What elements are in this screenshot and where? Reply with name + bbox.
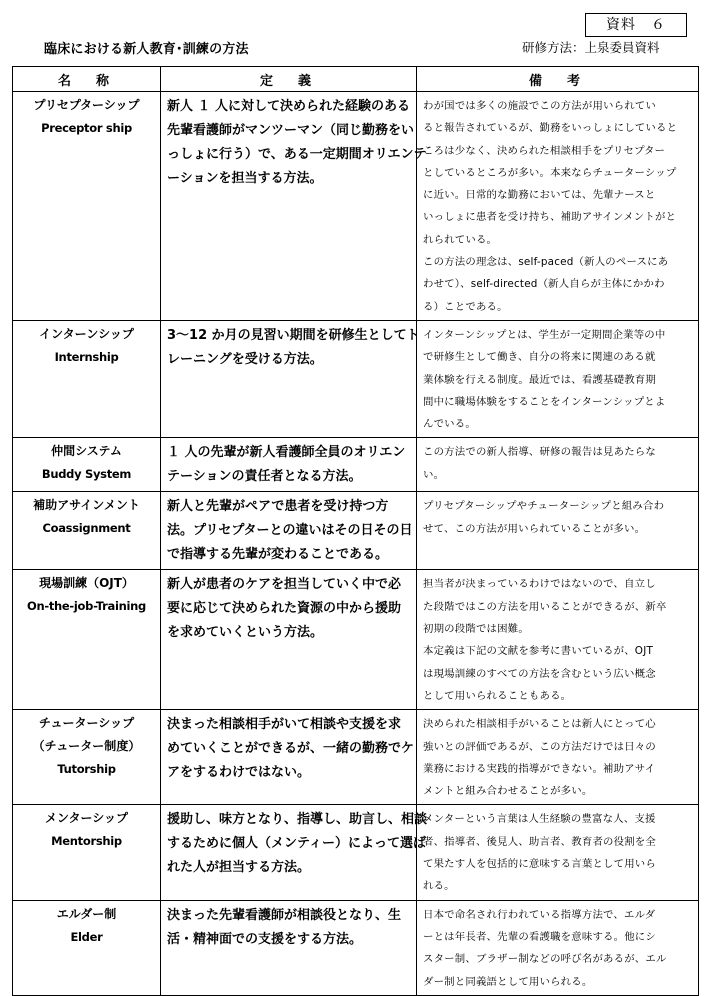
method-definition-cell [161, 570, 417, 710]
note-line: としているところが多い。本来ならチューターシップ [423, 166, 677, 179]
note-line: 業体験を行える制度。最近では、看護基礎教育期 [423, 373, 656, 386]
note-line: んでいる。 [423, 418, 476, 431]
note-line: 強いとの評価であるが、この方法だけでは日々の [423, 740, 656, 753]
table-row [13, 92, 699, 321]
header-note: 備 考 [417, 67, 699, 92]
method-name-cell [13, 710, 161, 805]
note-line: い。 [423, 468, 445, 481]
method-note-cell [417, 438, 699, 492]
note-line: れられている。 [423, 233, 498, 246]
definition-line: １ 人の先輩が新人看護師全員のオリエン [167, 445, 406, 461]
table-row [13, 805, 699, 900]
method-name-en: On-the-job-Training [27, 599, 146, 614]
definition-line: するために個人（メンティー）によって選ば [167, 836, 426, 852]
definition-line: れた人が担当する方法。 [167, 860, 311, 876]
definition-line: 援助し、味方となり、指導し、助言し、相談 [167, 812, 428, 828]
method-name-en: Buddy System [41, 467, 132, 482]
note-line: 日本で命名され行われている指導方法で、エルダ [423, 908, 656, 921]
table-header-row [13, 67, 699, 92]
method-name-ja: 補助アサインメント [33, 498, 140, 513]
method-definition-cell [161, 92, 427, 321]
definition-line: っしょに行う）で、ある一定期間オリエンテ [167, 147, 427, 162]
method-note-cell [417, 805, 699, 900]
note-line: メントと組み合わせることが多い。 [423, 785, 593, 798]
note-line: 者、指導者、後見人、助言者、教育者の役割を全 [423, 835, 656, 848]
note-line: て果たす人を包括的に意味する言葉として用いら [423, 858, 656, 871]
method-name-cell [13, 805, 161, 900]
method-definition-cell [161, 492, 417, 570]
method-note-cell [417, 710, 699, 805]
note-line: た段階ではこの方法を用いることができるが、新卒 [423, 600, 667, 613]
table-row [13, 492, 699, 570]
note-line: ーとは年長者、先輩の看護職を意味する。他にシ [423, 930, 656, 943]
note-line: スター制、ブラザー制などの呼び名があるが、エル [423, 953, 667, 966]
definition-line: で指導する先輩が変わることである。 [167, 547, 389, 563]
note-line: ダー制と同義語として用いられる。 [423, 975, 593, 988]
table-row [13, 710, 699, 805]
method-name-ja: （チューター制度） [32, 739, 141, 754]
method-name-en: Coassignment [42, 521, 131, 536]
methods-table [12, 66, 699, 996]
definition-line: 決まった相談相手がいて相談や支援を求 [167, 717, 402, 733]
document-title: 臨床における新人教育･訓練の方法 [44, 42, 249, 57]
definition-line: 新人 １ 人に対して決められた経験のある [167, 99, 411, 114]
note-line: 間中に職場体験をすることをインターンシップとよ [423, 395, 666, 408]
definition-line: 決まった先輩看護師が相談役となり、生 [167, 907, 402, 923]
note-line: ると報告されているが、勤務をいっしょにしていると [423, 122, 678, 135]
table-body [13, 92, 699, 996]
method-name-en: Elder [70, 929, 103, 944]
method-note-cell [417, 492, 699, 570]
header-definition: 定 義 [161, 67, 417, 92]
method-name-ja: 現場訓練（OJT） [39, 576, 134, 591]
method-name-ja: チューターシップ [38, 716, 135, 731]
definition-line: レーニングを受ける方法。 [167, 352, 323, 367]
note-line: わせて）、self-directed（新人自らが主体にかかわ [423, 278, 665, 291]
definition-line: 先輩看護師がマンツーマン（同じ勤務をい [167, 123, 415, 138]
note-line: プリセプターシップやチューターシップと組み合わ [423, 500, 665, 513]
method-name-cell [13, 570, 161, 710]
note-line: る）ことである。 [423, 300, 508, 313]
definition-line: 3～12 か月の見習い期間を研修生としてト [167, 328, 420, 343]
method-definition-cell [161, 438, 417, 492]
method-note-cell [417, 570, 699, 710]
method-definition-cell [161, 900, 417, 995]
definition-line: めていくことができるが、一緒の勤務でケ [167, 741, 415, 757]
method-note-cell [417, 321, 699, 438]
note-line: せて、この方法が用いられていることが多い。 [423, 522, 646, 535]
note-line: 本定義は下記の文献を参考に書いているが、OJT [423, 645, 654, 658]
note-line: 決められた相談相手がいることは新人にとって心 [423, 718, 656, 731]
method-definition-cell [161, 805, 428, 900]
definition-line: 新人が患者のケアを担当していく中で必 [167, 577, 402, 593]
method-definition-cell [161, 710, 417, 805]
method-name-en: Mentorship [51, 834, 122, 849]
method-name-en: Tutorship [57, 762, 116, 777]
method-name-ja: 仲間システム [51, 444, 122, 459]
method-definition-cell [161, 321, 420, 438]
table-row [13, 900, 699, 995]
definition-line: アをするわけではない。 [167, 765, 311, 781]
method-name-cell [13, 438, 161, 492]
definition-line: 法。プリセプターとの違いはその日その日 [167, 523, 413, 539]
header-name: 名 称 [13, 67, 161, 92]
note-line: れる。 [423, 880, 455, 893]
table-row [13, 570, 699, 710]
note-line: 担当者が決まっているわけではないので、自立し [423, 578, 656, 591]
note-line: いっしょに患者を受け持ち、補助アサインメントがと [423, 211, 677, 224]
definition-line: 活・精神面での支援をする方法。 [167, 931, 363, 947]
method-name-cell [13, 92, 161, 321]
definition-line: ーションを担当する方法。 [167, 171, 323, 186]
note-line: メンターという言葉は人生経験の豊富な人、支援 [423, 813, 656, 826]
note-line: 初期の段階では困難。 [423, 623, 529, 636]
method-name-ja: インターンシップ [39, 327, 134, 341]
table-row [13, 321, 699, 438]
note-line: は現場訓練のすべての方法を含むという広い概念 [423, 667, 656, 680]
definition-line: 要に応じて決められた資源の中から援助 [167, 601, 402, 617]
method-name-ja: エルダー制 [56, 906, 117, 921]
method-name-cell [13, 321, 161, 438]
note-line: 業務における実践的指導ができない。補助アサイ [423, 762, 656, 775]
note-line: インターンシップとは、学生が一定期間企業等の中 [423, 329, 666, 341]
method-name-cell [13, 492, 161, 570]
document-tag: 資料 ６ [585, 13, 687, 37]
table-row [13, 438, 699, 492]
method-name-en: Internship [54, 350, 119, 364]
note-line: ころは少なく、決められた相談相手をプリセプター [423, 144, 666, 157]
note-line: として用いられることもある。 [423, 689, 572, 702]
method-name-ja: メンターシップ [44, 811, 129, 826]
note-line: この方法での新人指導、研修の報告は見あたらな [423, 446, 656, 459]
document-source: 研修方法：上泉委員資料 [522, 40, 660, 55]
method-note-cell [417, 92, 699, 321]
definition-line: テーションの責任者となる方法。 [167, 469, 362, 485]
definition-line: 新人と先輩がペアで患者を受け持つ方 [167, 499, 389, 515]
method-name-en: Preceptor ship [41, 121, 132, 135]
note-line: で研修生として働き、自分の将来に関連のある就 [423, 351, 656, 364]
note-line: この方法の理念は、self-paced（新人のペースにあ [423, 256, 669, 269]
method-note-cell [417, 900, 699, 995]
note-line: に近い。日常的な勤務においては、先輩ナースと [423, 189, 656, 202]
method-name-cell [13, 900, 161, 995]
method-name-ja: プリセプターシップ [33, 98, 140, 112]
note-line: わが国では多くの施設でこの方法が用いられてい [423, 100, 656, 112]
definition-line: を求めていくという方法。 [167, 625, 324, 641]
